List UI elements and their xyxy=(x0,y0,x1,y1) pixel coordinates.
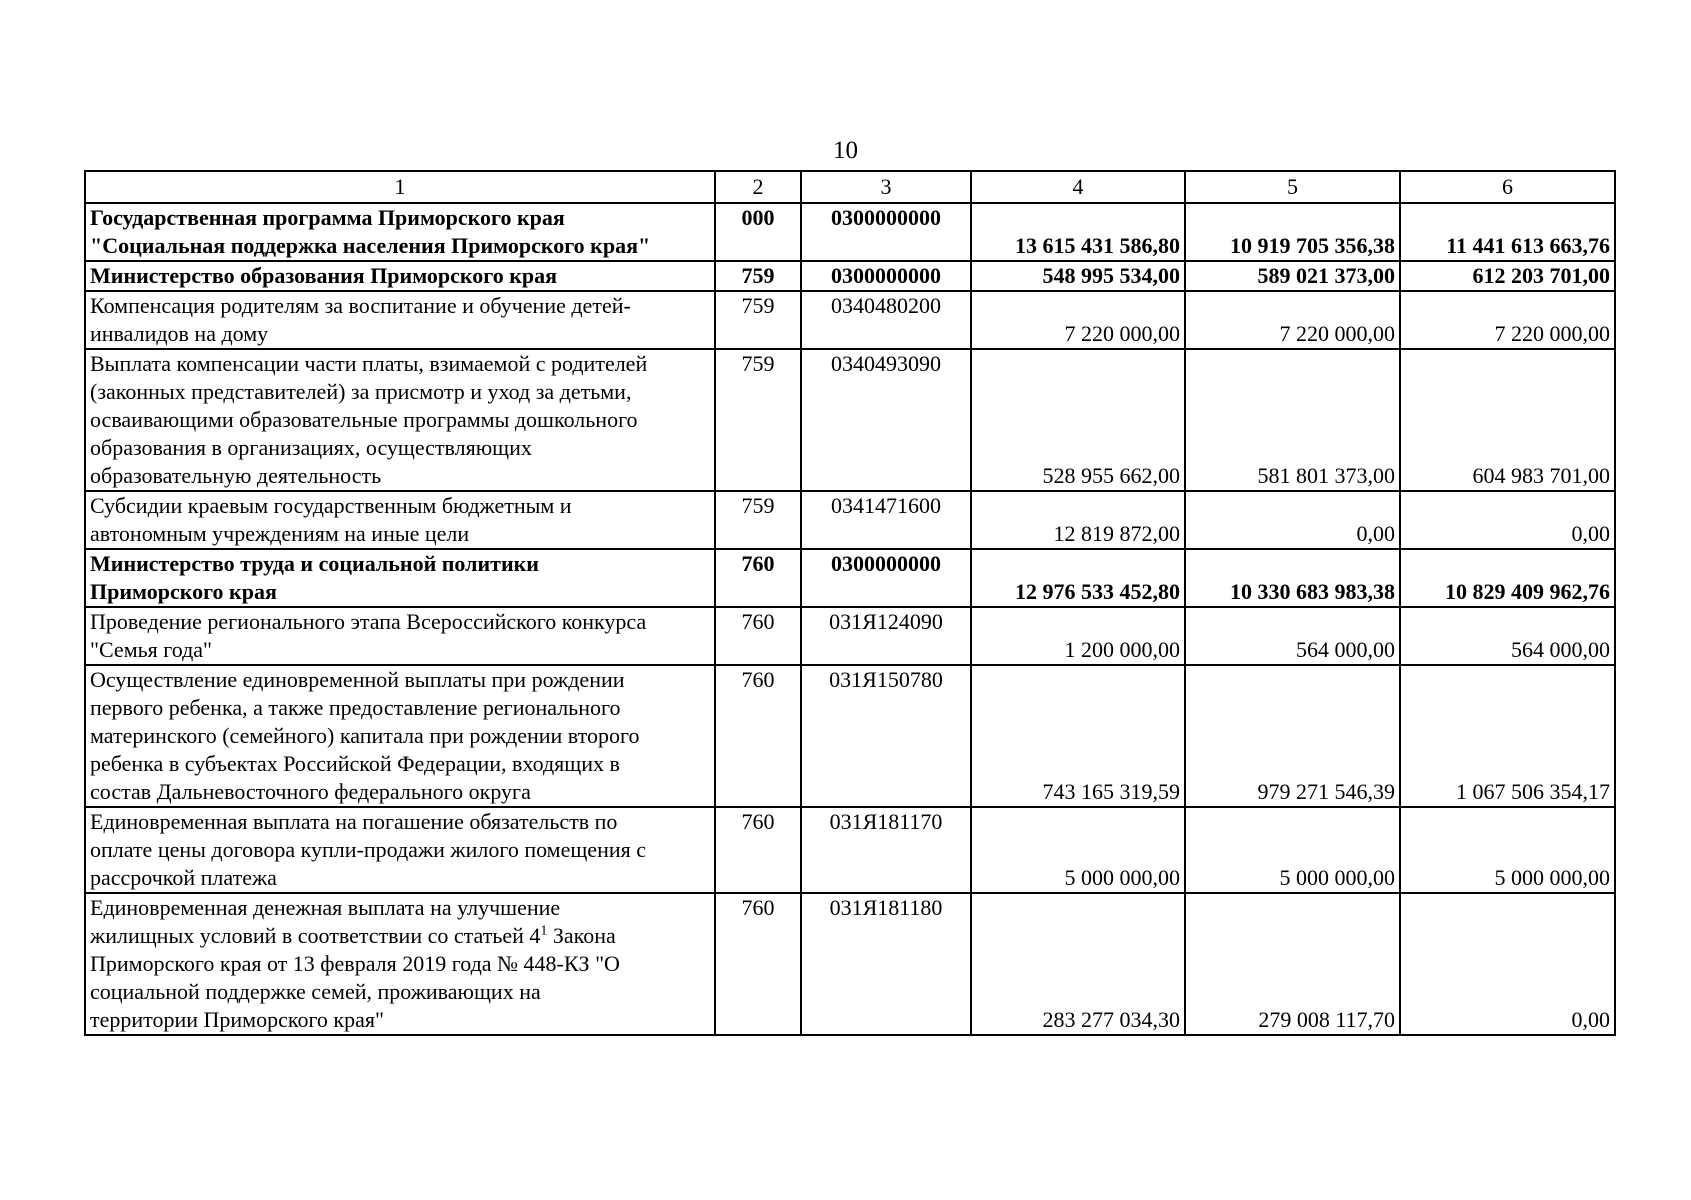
row-name xyxy=(85,893,715,1035)
row-code-target: 0300000000 xyxy=(801,261,971,291)
row-name-part: Единовременная денежная выплата на улучшение жилищных условий в соответствии со статьей 4 xyxy=(90,895,561,948)
row-amount-5: 0,00 xyxy=(1185,491,1400,549)
row-name: Министерство труда и социальной политики Приморского края xyxy=(85,549,715,607)
budget-table xyxy=(84,170,1616,1036)
row-amount-5: 979 271 546,39 xyxy=(1185,665,1400,807)
row-name: Выплата компенсации части платы, взимаемой с родителей (законных представителей) за присмотр и уход за детьми, осваивающими образовательные программы дошкольного образования в организациях, осуществляющих образовательную деятельность xyxy=(85,349,715,491)
row-name: Осуществление единовременной выплаты при рождении первого ребенка, а также предоставление регионального материнского (семейного) капитала при рождении второго ребенка в субъектах Российской Федерации, входящих в состав Дальневосточного федерального округа xyxy=(85,665,715,807)
row-name: Единовременная выплата на погашение обязательств по оплате цены договора купли-продажи жилого помещения с рассрочкой платежа xyxy=(85,807,715,893)
row-code-ministry: 760 xyxy=(715,807,801,893)
table-row xyxy=(85,893,1615,1035)
row-amount-5: 7 220 000,00 xyxy=(1185,291,1400,349)
row-amount-5: 10 330 683 983,38 xyxy=(1185,549,1400,607)
row-code-target: 0300000000 xyxy=(801,203,971,261)
row-code-ministry: 759 xyxy=(715,291,801,349)
row-amount-6: 612 203 701,00 xyxy=(1400,261,1615,291)
row-amount-5: 10 919 705 356,38 xyxy=(1185,203,1400,261)
row-amount-4: 13 615 431 586,80 xyxy=(971,203,1185,261)
row-code-target: 0340493090 xyxy=(801,349,971,491)
row-amount-6: 0,00 xyxy=(1400,893,1615,1035)
header-cell: 3 xyxy=(801,171,971,203)
row-amount-4: 548 995 534,00 xyxy=(971,261,1185,291)
row-amount-4: 283 277 034,30 xyxy=(971,893,1185,1035)
header-cell: 5 xyxy=(1185,171,1400,203)
row-code-target: 0341471600 xyxy=(801,491,971,549)
table-row xyxy=(85,291,1615,349)
header-cell: 4 xyxy=(971,171,1185,203)
table-row xyxy=(85,665,1615,807)
page-number: 10 xyxy=(833,137,858,164)
row-name: Компенсация родителям за воспитание и обучение детей- инвалидов на дому xyxy=(85,291,715,349)
row-amount-5: 279 008 117,70 xyxy=(1185,893,1400,1035)
row-name: Министерство образования Приморского края xyxy=(85,261,715,291)
row-code-ministry: 760 xyxy=(715,607,801,665)
table-row xyxy=(85,203,1615,261)
row-amount-6: 7 220 000,00 xyxy=(1400,291,1615,349)
row-name: Проведение регионального этапа Всероссийского конкурса "Семья года" xyxy=(85,607,715,665)
row-amount-4: 1 200 000,00 xyxy=(971,607,1185,665)
header-cell: 1 xyxy=(85,171,715,203)
table-header-row xyxy=(85,171,1615,203)
row-code-target: 0300000000 xyxy=(801,549,971,607)
row-amount-5: 589 021 373,00 xyxy=(1185,261,1400,291)
row-amount-4: 12 976 533 452,80 xyxy=(971,549,1185,607)
row-amount-5: 581 801 373,00 xyxy=(1185,349,1400,491)
row-code-ministry: 759 xyxy=(715,491,801,549)
row-code-ministry: 760 xyxy=(715,893,801,1035)
table-row xyxy=(85,807,1615,893)
table-row xyxy=(85,607,1615,665)
row-amount-5: 564 000,00 xyxy=(1185,607,1400,665)
row-amount-4: 528 955 662,00 xyxy=(971,349,1185,491)
header-cell: 2 xyxy=(715,171,801,203)
row-amount-6: 1 067 506 354,17 xyxy=(1400,665,1615,807)
row-amount-4: 743 165 319,59 xyxy=(971,665,1185,807)
row-name: Государственная программа Приморского края "Социальная поддержка населения Приморского края" xyxy=(85,203,715,261)
row-code-target: 031Я181180 xyxy=(801,893,971,1035)
row-amount-6: 11 441 613 663,76 xyxy=(1400,203,1615,261)
header-cell: 6 xyxy=(1400,171,1615,203)
row-amount-4: 5 000 000,00 xyxy=(971,807,1185,893)
row-amount-6: 10 829 409 962,76 xyxy=(1400,549,1615,607)
row-name-part: Закона Приморского края от 13 февраля 2019 года № 448-КЗ "О социальной поддержке семей, проживающих на территории Приморского края" xyxy=(90,923,620,1032)
row-amount-5: 5 000 000,00 xyxy=(1185,807,1400,893)
row-code-target: 031Я181170 xyxy=(801,807,971,893)
row-name: Субсидии краевым государственным бюджетным и автономным учреждениям на иные цели xyxy=(85,491,715,549)
row-code-ministry: 760 xyxy=(715,549,801,607)
row-code-target: 031Я150780 xyxy=(801,665,971,807)
row-amount-6: 564 000,00 xyxy=(1400,607,1615,665)
row-code-ministry: 759 xyxy=(715,261,801,291)
table-row xyxy=(85,349,1615,491)
row-code-target: 0340480200 xyxy=(801,291,971,349)
table-row xyxy=(85,261,1615,291)
row-amount-6: 5 000 000,00 xyxy=(1400,807,1615,893)
row-code-ministry: 760 xyxy=(715,665,801,807)
row-amount-4: 7 220 000,00 xyxy=(971,291,1185,349)
table-row xyxy=(85,491,1615,549)
row-amount-4: 12 819 872,00 xyxy=(971,491,1185,549)
row-amount-6: 604 983 701,00 xyxy=(1400,349,1615,491)
article-superscript: 1 xyxy=(540,923,548,939)
row-code-ministry: 000 xyxy=(715,203,801,261)
table-row xyxy=(85,549,1615,607)
row-amount-6: 0,00 xyxy=(1400,491,1615,549)
row-code-ministry: 759 xyxy=(715,349,801,491)
row-code-target: 031Я124090 xyxy=(801,607,971,665)
